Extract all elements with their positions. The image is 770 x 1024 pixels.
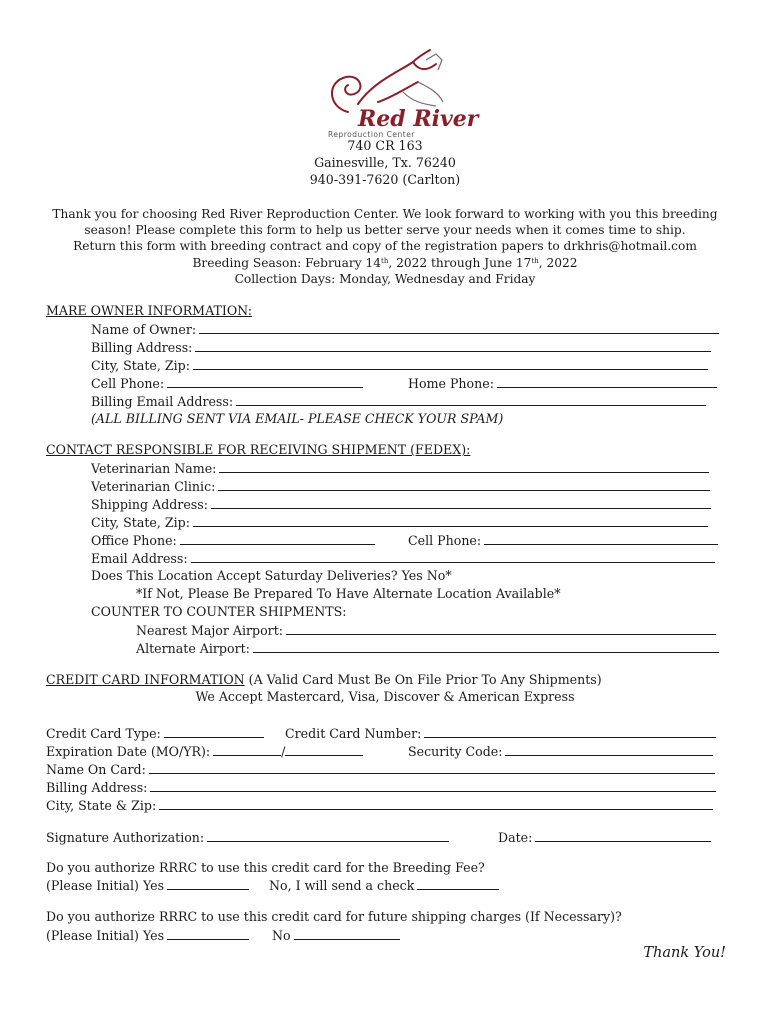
card-billing-field[interactable] <box>150 779 716 792</box>
alternate-airport-row: Alternate Airport: <box>136 640 719 657</box>
thank-you: Thank You! <box>643 945 726 961</box>
office-phone-field[interactable] <box>180 532 375 545</box>
breeding-season: Breeding Season: February 14th, 2022 through June 17th, 2022 <box>192 256 578 270</box>
vet-name-field[interactable] <box>219 460 709 473</box>
shipping-initial-row: (Please Initial) Yes <box>46 927 249 944</box>
collection-days: Collection Days: Monday, Wednesday and Friday <box>234 272 536 286</box>
breeding-fee-question: Do you authorize RRRC to use this credit card for the Breeding Fee? <box>46 860 485 875</box>
card-city-row: City, State & Zip: <box>46 797 713 814</box>
ship-cell-field[interactable] <box>484 532 718 545</box>
logo-sub-text: Reproduction Center <box>328 130 415 139</box>
date-row: Date: <box>498 829 711 846</box>
breeding-fee-no-row: No, I will send a check <box>269 877 499 894</box>
nearest-airport-row: Nearest Major Airport: <box>136 622 716 639</box>
shipping-no-field[interactable] <box>294 927 400 940</box>
owner-cell-field[interactable] <box>167 375 363 388</box>
logo-brand-text: Red River <box>358 106 479 132</box>
intro-line-2: season! Please complete this form to help us better serve your needs when it comes time to ship. <box>84 223 686 237</box>
billing-address-row: Billing Address: <box>91 339 711 356</box>
owner-city-field[interactable] <box>193 357 708 370</box>
credit-card-heading-row <box>46 672 602 688</box>
vet-name-row: Veterinarian Name: <box>91 460 709 477</box>
ship-city-field[interactable] <box>193 514 708 527</box>
billing-note: (ALL BILLING SENT VIA EMAIL- PLEASE CHECK YOUR SPAM) <box>91 411 504 426</box>
card-city-field[interactable] <box>159 797 713 810</box>
owner-city-row: City, State, Zip: <box>91 357 708 374</box>
name-on-card-row: Name On Card: <box>46 761 715 778</box>
nearest-airport-field[interactable] <box>286 622 716 635</box>
intro-line-3: Return this form with breeding contract and copy of the registration papers to drkhris@hotmail.com <box>73 239 697 253</box>
owner-name-row: Name of Owner: <box>91 321 719 338</box>
name-on-card-field[interactable] <box>149 761 715 774</box>
expiration-row: Expiration Date (MO/YR): / <box>46 743 363 760</box>
card-number-row: Credit Card Number: <box>285 725 716 742</box>
owner-name-field[interactable] <box>199 321 719 334</box>
intro-line-1: Thank you for choosing Red River Reproduction Center. We look forward to working with you this breeding <box>52 207 718 221</box>
owner-cell-row: Cell Phone: <box>91 375 363 392</box>
ship-cell-row: Cell Phone: <box>408 532 718 549</box>
mare-owner-heading: MARE OWNER INFORMATION: <box>46 303 252 318</box>
shipment-heading: CONTACT RESPONSIBLE FOR RECEIVING SHIPMENT (FEDEX): <box>46 442 471 457</box>
breeding-fee-yes-field[interactable] <box>167 877 249 890</box>
ship-email-field[interactable] <box>191 550 715 563</box>
credit-card-heading-note: (A Valid Card Must Be On File Prior To Any Shipments) <box>244 672 602 687</box>
saturday-note: *If Not, Please Be Prepared To Have Alternate Location Available* <box>136 586 561 601</box>
ship-city-row: City, State, Zip: <box>91 514 708 531</box>
shipping-address-row: Shipping Address: <box>91 496 711 513</box>
breeding-fee-initial-row: (Please Initial) Yes <box>46 877 249 894</box>
expiration-month-field[interactable] <box>213 743 281 756</box>
vet-clinic-row: Veterinarian Clinic: <box>91 478 710 495</box>
breeding-fee-no-field[interactable] <box>417 877 499 890</box>
ship-email-row: Email Address: <box>91 550 715 567</box>
office-phone-row: Office Phone: <box>91 532 375 549</box>
credit-card-heading: CREDIT CARD INFORMATION <box>46 672 245 687</box>
owner-home-row: Home Phone: <box>408 375 717 392</box>
card-number-field[interactable] <box>424 725 716 738</box>
security-code-row: Security Code: <box>408 743 713 760</box>
card-billing-row: Billing Address: <box>46 779 716 796</box>
saturday-question: Does This Location Accept Saturday Deliveries? Yes No* <box>91 568 452 583</box>
expiration-year-field[interactable] <box>285 743 363 756</box>
shipping-address-field[interactable] <box>211 496 711 509</box>
billing-email-row: Billing Email Address: <box>91 393 706 410</box>
shipping-charges-question: Do you authorize RRRC to use this credit card for future shipping charges (If Necessary)? <box>46 909 622 924</box>
owner-home-field[interactable] <box>497 375 717 388</box>
card-type-row: Credit Card Type: <box>46 725 264 742</box>
shipping-no-row: No <box>272 927 400 944</box>
accepted-cards: We Accept Mastercard, Visa, Discover & American Express <box>195 689 575 704</box>
alternate-airport-field[interactable] <box>253 640 719 653</box>
phone-line: 940-391-7620 (Carlton) <box>309 172 461 187</box>
counter-heading: COUNTER TO COUNTER SHIPMENTS: <box>91 604 347 619</box>
red-river-logo <box>318 42 479 140</box>
date-field[interactable] <box>535 829 711 842</box>
vet-clinic-field[interactable] <box>218 478 710 491</box>
shipping-yes-field[interactable] <box>167 927 249 940</box>
address-line-1: 740 CR 163 <box>347 138 423 153</box>
address-line-2: Gainesville, Tx. 76240 <box>314 155 456 170</box>
signature-row: Signature Authorization: <box>46 829 449 846</box>
card-type-field[interactable] <box>164 725 264 738</box>
billing-address-field[interactable] <box>195 339 711 352</box>
billing-email-field[interactable] <box>236 393 706 406</box>
security-code-field[interactable] <box>505 743 713 756</box>
signature-field[interactable] <box>207 829 449 842</box>
